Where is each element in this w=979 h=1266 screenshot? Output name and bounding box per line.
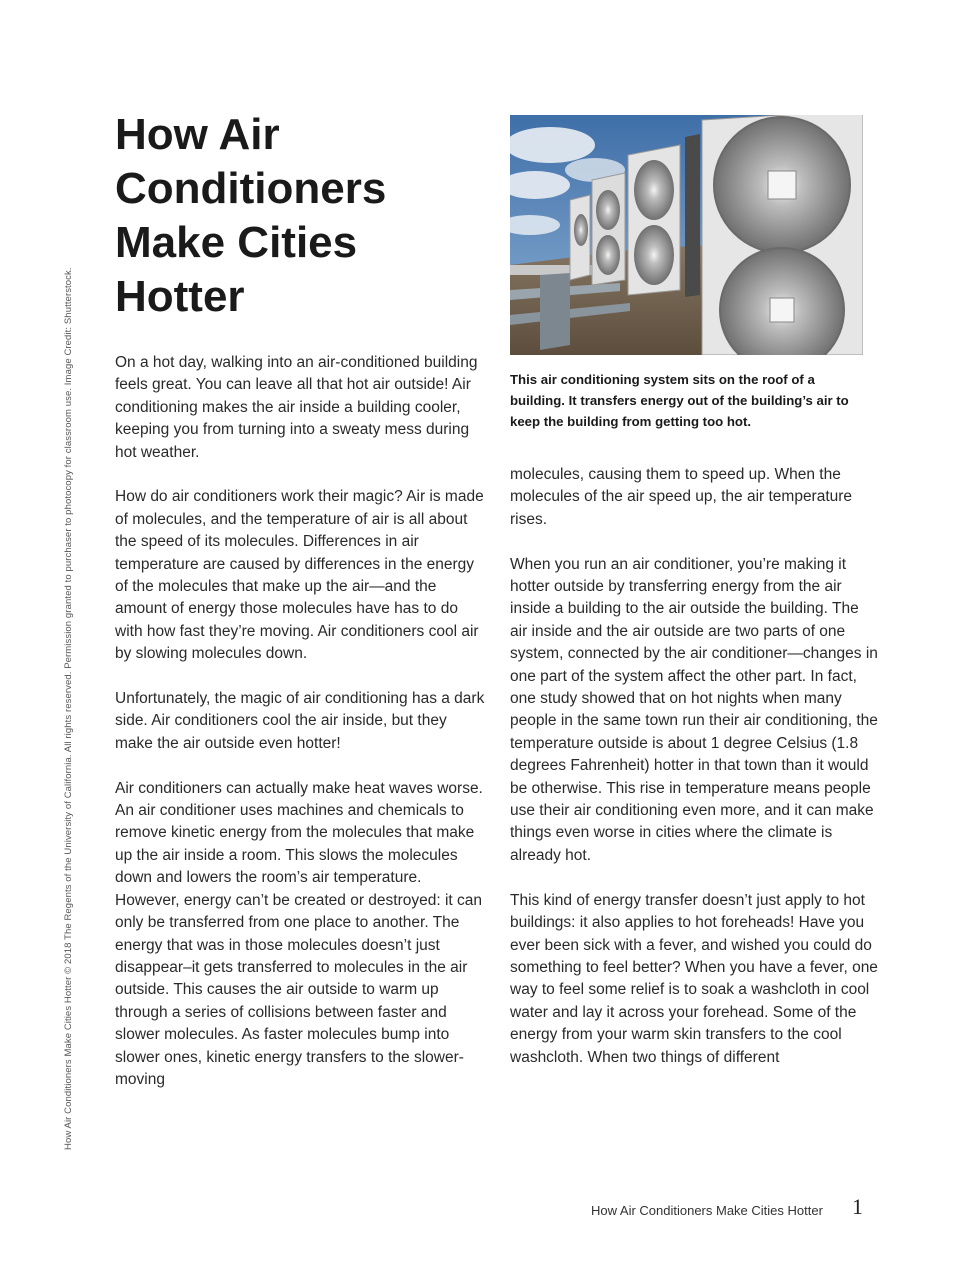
photo-caption: This air conditioning system sits on the roof of a building. It transfers energy out of the building’s air to keep the building from getting too hot. <box>510 372 849 429</box>
paragraph: When you run an air conditioner, you’re making it hotter outside by transferring energy from the air inside a building to the air outside the building. The air inside and the air outside are two parts of one system, connected by the air conditioner—changes in one part of the system affect the other part. In fact, one study showed that on hot nights when many people in the same town run their air conditioning, the temperature outside is about 1 degree Celsius (1.8 degrees Fahrenheit) hotter in that town than it would be otherwise. This rise in temperature means people use their air conditioning even more, and it can make things even worse in cities where the climate is already hot. <box>510 555 878 864</box>
paragraph: Unfortunately, the magic of air conditioning has a dark side. Air conditioners cool the air inside, but they make the air outside even hotter! <box>115 690 485 752</box>
page-number: 1 <box>852 1194 863 1219</box>
paragraph: On a hot day, walking into an air-conditioned building feels great. You can leave all that hot air outside! Air conditioning makes the air inside a building cooler, keeping you from turning into a sweaty mess during hot weather. <box>115 354 478 461</box>
paragraph: Air conditioners can actually make heat waves worse. An air conditioner uses machines and chemicals to remove kinetic energy from the molecules that make up the air inside a room. This slows the molecules down and lowers the room’s air temperature. However, energy can’t be created or destroyed: it can only be transferred from one place to another. The energy that was in those molecules doesn’t just disappear–it gets transferred to molecules in the air outside. This causes the air outside to warm up through a series of collisions between faster and slower molecules. As faster molecules bump into slower ones, kinetic energy transfers to the slower-moving <box>115 779 483 1088</box>
right-column <box>510 464 880 1091</box>
paragraph: How do air conditioners work their magic? Air is made of molecules, and the temperature of air is all about the speed of its molecules. Differences in air temperature are caused by differences in the energy of the molecules that make up the air—and the amount of energy those molecules have has to do with how fast they’re moving. Air conditioners cool air by slowing molecules down. <box>115 488 484 663</box>
left-column <box>115 352 485 1114</box>
paragraph: This kind of energy transfer doesn’t just apply to hot buildings: it also applies to hot foreheads! Have you ever been sick with a fever, and wished you could do something to feel better? When you have a fever, one way to feel some relief is to soak a washcloth in cool water and lay it across your forehead. Some of the energy from your warm skin transfers to the cool washcloth. When two things of different <box>510 891 878 1066</box>
paragraph: molecules, causing them to speed up. When the molecules of the air speed up, the air temperature rises. <box>510 466 853 528</box>
page-title: How Air Conditioners Make Cities Hotter <box>115 110 387 321</box>
side-credit: How Air Conditioners Make Cities Hotter © 2018 The Regents of the University of California. All rights reserved. Permission granted to purchaser to photocopy for classroom use. Image Credit: Shutterstock. <box>63 267 74 1150</box>
rooftop-ac-photo <box>510 115 863 355</box>
footer-title: How Air Conditioners Make Cities Hotter <box>591 1203 823 1218</box>
